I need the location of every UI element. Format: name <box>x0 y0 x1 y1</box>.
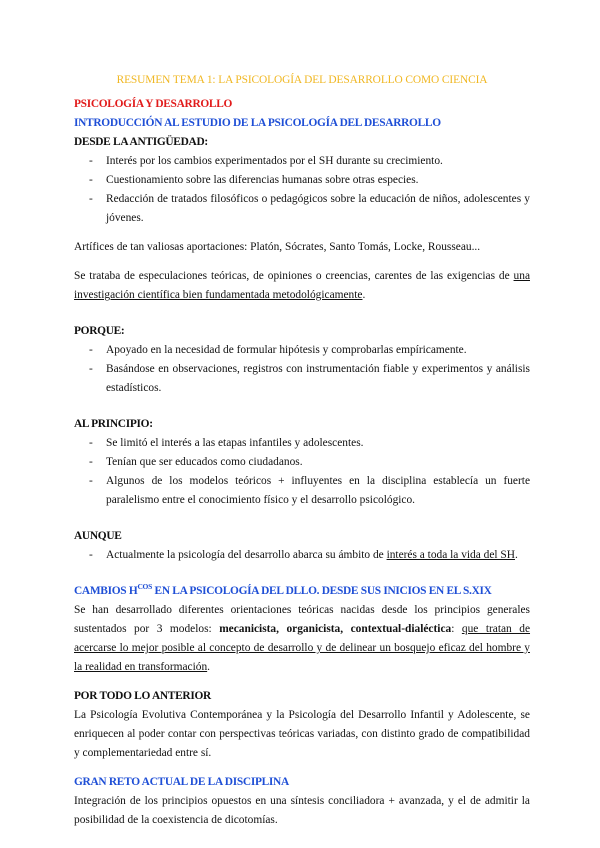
cambios-heading: CAMBIOS $H^{COS}$ EN LA PSICOLOGÍA DEL DLLO. DESDE SUS INICIOS EN EL S.XIX <box>74 582 492 597</box>
especulaciones-paragraph: Se trataba de especulaciones teóricas, de opiniones o creencias, carentes de las exigencias de una investigación científica bien fundamentada metodológicamente. <box>74 270 530 301</box>
list-item: - Cuestionamiento sobre las diferencias humanas sobre otras especies. <box>74 171 530 190</box>
list-item: - Algunos de los modelos teóricos + influyentes en la disciplina establecía un fuerte paralelismo entre el conocimiento físico y el desarrollo psicológico. <box>74 472 530 510</box>
list-item: - Se limitó el interés a las etapas infantiles y adolescentes. <box>74 434 530 453</box>
underlined-text: que tratan de acercarse lo mejor posible al concepto de desarrollo y de delinear un bosquejo eficaz del hombre y la realidad en transformación <box>74 623 531 673</box>
aunque-list <box>74 546 530 565</box>
list-item: - Redacción de tratados filosóficos o pedagógicos sobre la educación de niños, adolescentes y jóvenes. <box>74 190 530 228</box>
anterior-heading: POR TODO LO ANTERIOR <box>74 690 211 702</box>
document-title: RESUMEN TEMA 1: LA PSICOLOGÍA DEL DESARROLLO COMO CIENCIA <box>116 74 488 86</box>
reto-heading: GRAN RETO ACTUAL DE LA DISCIPLINA <box>74 776 289 788</box>
list-item: - Tenían que ser educados como ciudadanos. <box>74 453 530 472</box>
list-item: - Basándose en observaciones, registros con instrumentación fiable y experimentos y análisis estadísticos. <box>74 360 530 398</box>
antiguedad-heading: DESDE LA ANTIGÜEDAD: <box>74 136 208 148</box>
models-text: mecanicista, organicista, contextual-dialéctica <box>219 623 452 635</box>
reto-paragraph: Integración de los principios opuestos en una síntesis conciliadora + avanzada, y el de admitir la posibilidad de la coexistencia de dicotomías. <box>74 795 530 826</box>
cambios-paragraph: Se han desarrollado diferentes orientaciones teóricas nacidas desde los principios generales sustentados por 3 modelos: mecanicista, organicista, contextual-dialéctica: que tratan de acercarse lo mejor posible al concepto de desarrollo y de delinear un bosquejo eficaz del hombre y la realidad en transformación. <box>74 604 531 673</box>
underlined-text: una investigación científica bien fundamentada metodológicamente <box>74 270 530 301</box>
anterior-paragraph: La Psicología Evolutiva Contemporánea y la Psicología del Desarrollo Infantil y Adolescente, se enriquecen al poder contar con perspectivas teóricas variadas, con distinto grado de compatibilidad y complementariedad entre sí. <box>74 709 530 759</box>
list-item: - Interés por los cambios experimentados por el SH durante su crecimiento. <box>74 152 530 171</box>
list-item: - Apoyado en la necesidad de formular hipótesis y comprobarlas empíricamente. <box>74 341 530 360</box>
porque-heading: PORQUE: <box>74 325 125 337</box>
antiguedad-list <box>74 152 530 228</box>
porque-list <box>74 341 530 398</box>
intro-heading: INTRODUCCIÓN AL ESTUDIO DE LA PSICOLOGÍA DEL DESARROLLO <box>74 117 441 129</box>
principio-heading: AL PRINCIPIO: <box>74 418 153 430</box>
aunque-heading: AUNQUE <box>74 530 122 542</box>
underlined-text: interés a toda la vida del SH <box>386 549 515 561</box>
list-item: - Actualmente la psicología del desarrollo abarca su ámbito de interés a toda la vida del SH. <box>74 546 530 565</box>
artifices-paragraph: Artífices de tan valiosas aportaciones: Platón, Sócrates, Santo Tomás, Locke, Rousseau... <box>74 241 481 253</box>
principio-list <box>74 434 530 510</box>
document-content <box>74 71 530 830</box>
section-heading: PSICOLOGÍA Y DESARROLLO <box>74 98 233 110</box>
